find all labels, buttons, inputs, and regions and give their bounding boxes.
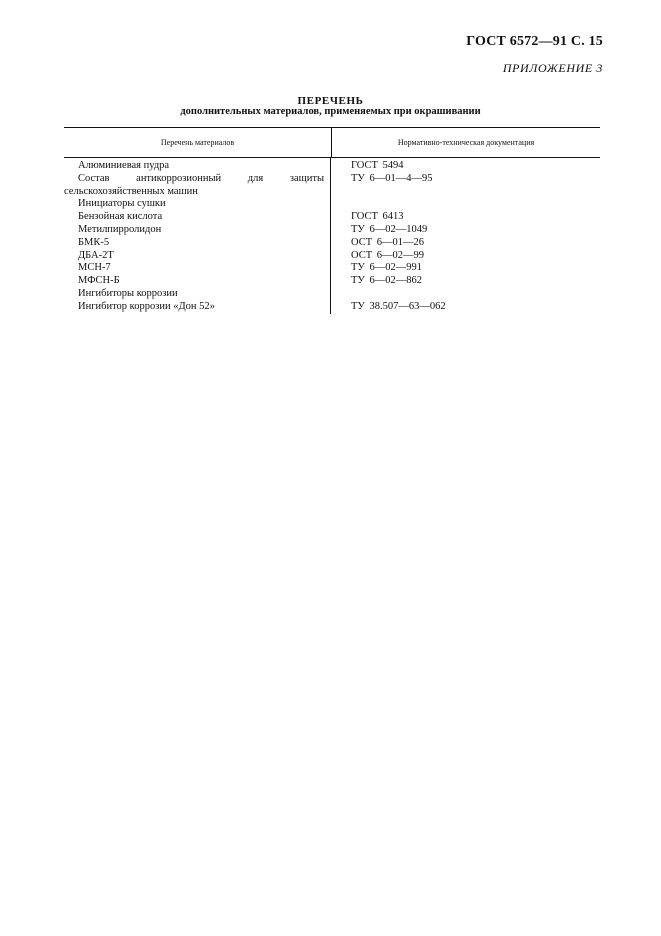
material-cell: МСН-7 <box>64 262 331 275</box>
table-row <box>64 211 600 224</box>
table-row <box>64 198 600 211</box>
column-header-documentation: Нормативно-техническая документация <box>397 137 535 147</box>
material-cell: Инициаторы сушки <box>64 198 331 211</box>
table-row <box>64 224 600 237</box>
documentation-cell: ГОСТ 5494 <box>351 160 404 171</box>
table-row <box>64 275 600 288</box>
documentation-cell: ТУ 6—02—862 <box>351 275 422 287</box>
documentation-cell: ТУ 6—01—4—95 <box>351 172 433 184</box>
material-cell: МФСН-Б <box>64 275 331 288</box>
table-row <box>64 237 600 250</box>
table-row <box>64 301 600 314</box>
materials-table <box>64 127 600 314</box>
column-header-materials: Перечень материалов <box>64 128 332 157</box>
material-cell: Состав антикоррозионный для защиты сельскохозяйственных машин <box>64 173 331 199</box>
material-cell: Бензойная кислота <box>64 211 331 224</box>
table-header <box>64 127 600 158</box>
table-row <box>64 158 600 173</box>
document-subtitle: дополнительных материалов, применяемых при окрашивании <box>180 106 481 117</box>
table-row <box>64 262 600 275</box>
table-row <box>64 250 600 263</box>
material-cell: Метилпирролидон <box>64 224 331 237</box>
appendix-label: ПРИЛОЖЕНИЕ 3 <box>502 61 603 75</box>
material-cell: Ингибиторы коррозии <box>64 288 331 301</box>
documentation-cell: ОСТ 6—01—26 <box>351 236 425 248</box>
table-body <box>64 158 600 314</box>
standard-reference: ГОСТ 6572—91 С. 15 <box>466 34 603 49</box>
documentation-cell: ТУ 6—02—991 <box>351 262 422 274</box>
table-row <box>64 173 600 199</box>
documentation-cell: ТУ 38.507—63—062 <box>351 300 446 312</box>
material-cell: ДБА-2Т <box>64 250 331 263</box>
documentation-cell: ТУ 6—02—1049 <box>351 223 428 235</box>
material-cell: Ингибитор коррозии «Дон 52» <box>64 301 331 314</box>
documentation-cell: ГОСТ 6413 <box>351 211 404 223</box>
table-row <box>64 288 600 301</box>
documentation-cell <box>331 288 600 301</box>
material-cell: Алюминиевая пудра <box>64 158 331 173</box>
material-cell: БМК-5 <box>64 237 331 250</box>
documentation-cell <box>331 198 600 211</box>
document-title: ПЕРЕЧЕНЬ <box>297 95 364 107</box>
documentation-cell: ОСТ 6—02—99 <box>351 249 425 261</box>
